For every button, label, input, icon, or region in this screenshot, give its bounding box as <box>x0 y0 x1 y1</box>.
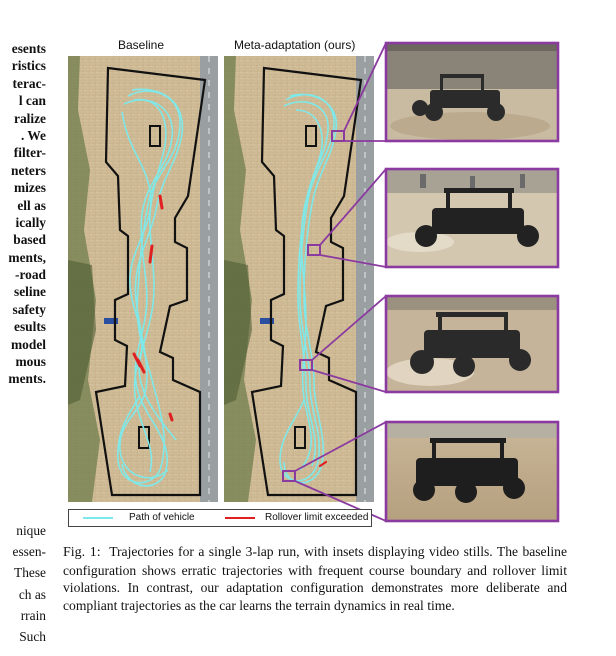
text-line: esents <box>11 41 46 56</box>
panel-label-baseline: Baseline <box>118 38 165 52</box>
text-line: nique <box>16 523 46 538</box>
text-line: terac- <box>12 75 46 91</box>
inset-still-4 <box>386 422 558 521</box>
text-line: safety <box>12 301 46 317</box>
text-line: These <box>14 565 46 581</box>
inset-still-3 <box>386 296 558 392</box>
text-line: l can <box>18 93 46 109</box>
text-line: ralize <box>14 110 46 126</box>
figure-label: Fig. 1: <box>63 545 101 560</box>
legend-path-swatch <box>83 517 113 519</box>
text-line: rrain <box>20 607 46 623</box>
meta-adaptation-aerial-panel <box>224 56 374 502</box>
text-line: ch as <box>18 586 46 602</box>
legend-path-label: Path of vehicle <box>129 512 195 523</box>
caption-text: Trajectories for a single 3-lap run, with insets displaying video stills. The baseline configuration shows erratic trajectories with frequent course boundary and rollover limit violations. In contrast, our adaptation configuration demonstrates more deliberate and compliant trajectories as the car learns the terrain dynamics in real time. <box>63 544 567 613</box>
text-line: Such <box>19 628 46 644</box>
inset-still-1 <box>386 43 558 141</box>
figure-caption <box>63 543 567 614</box>
text-line: ments. <box>8 371 46 387</box>
text-line: model <box>11 336 46 352</box>
text-line: . We <box>20 127 46 143</box>
text-line: -road <box>15 267 46 283</box>
inset-still-2 <box>386 169 558 267</box>
text-line: ments, <box>8 249 46 265</box>
legend-rollover-swatch <box>225 517 255 519</box>
text-line: ristics <box>11 58 46 74</box>
text-line: mizes <box>14 180 46 196</box>
figure-legend <box>68 509 372 527</box>
text-line: based <box>13 232 46 248</box>
text-line: mous <box>15 354 46 370</box>
panel-label-meta-adaptation: Meta-adaptation (ours) <box>234 38 356 52</box>
legend-rollover-label: Rollover limit exceeded <box>265 512 369 523</box>
text-line: essen- <box>12 544 46 560</box>
text-line: esults <box>14 319 46 335</box>
text-line: seline <box>14 284 46 300</box>
baseline-aerial-panel <box>68 56 218 502</box>
text-line: filter- <box>13 145 46 161</box>
text-line: ell as <box>17 197 46 213</box>
text-line: neters <box>11 162 46 178</box>
text-line: ically <box>15 214 46 230</box>
